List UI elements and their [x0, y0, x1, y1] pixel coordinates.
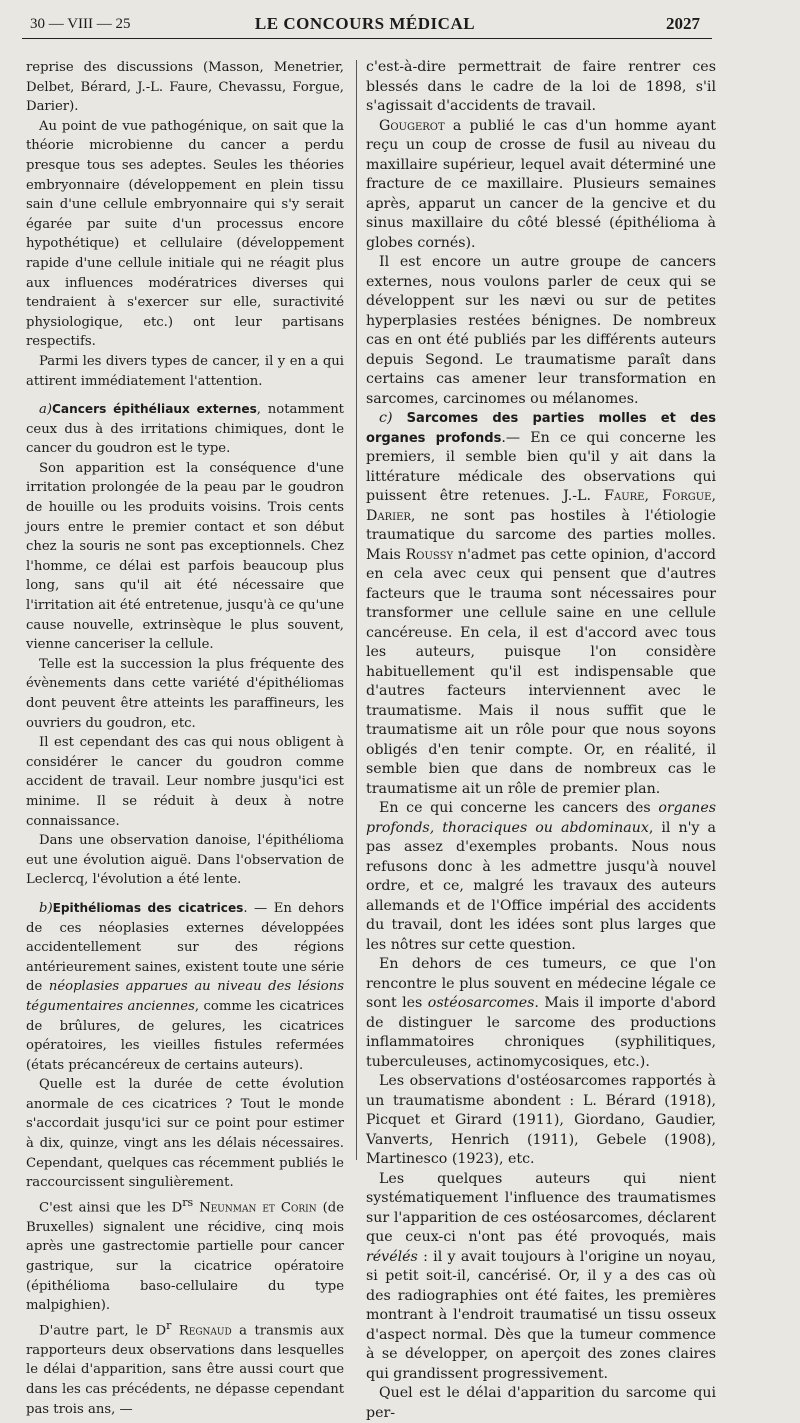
paragraph: Telle est la succession la plus fréquente des évènements dans cette variété d'épithéliomas dont peuvent être atteints les paraffineurs, les ouvriers du goudron, etc. [26, 656, 344, 731]
paragraph: Les observations d'ostéosarcomes rapportés à un traumatisme abondent : L. Bérard (1918), Picquet et Girard (1911), Giordano, Gaudier, Vanverts, Henrich (1911), Gebele (1908), Martinesco (1923), etc. [366, 1073, 716, 1167]
right-column [366, 58, 716, 1423]
paragraph: D'autre part, le $D^r$ Regnaud a transmis aux rapporteurs deux observations dans lesquelles le délai d'apparition, sans être aussi court que dans les cas précédents, ne dépasse cependant pas trois ans, — [26, 1318, 344, 1417]
paragraph: Dans une observation danoise, l'épithélioma eut une évolution aiguë. Dans l'observation de Leclercq, l'évolution a été lente. [26, 833, 344, 888]
section-a: a)Cancers épithéliaux externes, notamment ceux dus à des irritations chimiques, dont le cancer du goudron est le type. [26, 402, 344, 457]
paragraph: Quel est le délai d'apparition du sarcome qui per- [366, 1385, 716, 1421]
issue-reference: 30 — VIII — 25 [30, 16, 131, 32]
paragraph: Il est encore un autre groupe de cancers externes, nous voulons parler de ceux qui se développent sur les nævi ou sur de petites hyperplasies restées bénignes. De nombreux cas en ont été publiés par les différents auteurs depuis Segond. Le traumatisme paraît dans certains cas amener leur transformation en sarcomes, carcinomes ou mélanomes. [366, 254, 716, 407]
page-header [30, 14, 700, 36]
paragraph: Gougerot a publié le cas d'un homme ayant reçu un coup de crosse de fusil au niveau du maxillaire supérieur, lequel avait déterminé une fracture de ce maxillaire. Plusieurs semaines après, apparut un cancer de la gencive et du sinus maxillaire du côté blessé (épithélioma à globes cornés). [366, 117, 716, 251]
header-rule [22, 38, 712, 39]
paragraph: Son apparition est la conséquence d'une irritation prolongée de la peau par le goudron de houille ou les produits voisins. Trois cents jours entre le premier contact et son début chez la souris ne sont pas exceptionnels. Chez l'homme, ce délai est parfois beaucoup plus long, sans qu'il ait été nécessaire que l'irritation ait été entretenue, jusqu'à ce qu'une cause nouvelle, extrinsèque le plus souvent, vienne canceriser la cellule. [26, 460, 344, 653]
section-heading: Sarcomes des parties molles et des organes profonds [366, 411, 716, 446]
paragraph: Il est cependant des cas qui nous obligent à considérer le cancer du goudron comme accident de travail. Leur nombre jusqu'ici est minime. Il se réduit à deux à notre connaissance. [26, 735, 344, 829]
paragraph: Au point de vue pathogénique, on sait que la théorie microbienne du cancer a perdu presque tous ses adeptes. Seules les théories embryonnaire (développement en plein tissu sain d'une cellule embryonnaire qui s'y serait égarée par suite d'un processus encore hypothétique) et cellulaire (développement rapide d'une cellule initiale qui ne réagit plus aux influences modératrices diverses qui tendraient à s'exercer sur elle, suractivité physiologique, etc.) ont leur partisans respectifs. [26, 118, 344, 350]
section-heading: Cancers épithéliaux externes [52, 402, 257, 417]
journal-title: LE CONCOURS MÉDICAL [254, 14, 476, 33]
paragraph: reprise des discussions (Masson, Menetrier, Delbet, Bérard, J.-L. Faure, Chevassu, Forgue, Darier). [26, 60, 344, 115]
left-column [26, 58, 344, 1419]
paragraph: Quelle est la durée de cette évolution anormale de ces cicatrices ? Tout le monde s'accordait jusqu'ici sur ce point pour estimer à dix, quinze, vingt ans les délais nécessaires. Cependant, quelques cas récemment publiés le raccourcissent singulièrement. [26, 1077, 344, 1191]
section-c: c) Sarcomes des parties molles et des organes profonds.— En ce qui concerne les premiers, il semble bien qu'il y ait dans la littérature médicale des observations qui puissent être retenues. J.-L. Faure, Forgue, Darier, ne sont pas hostiles à l'étiologie traumatique du sarcome des parties molles. Mais Roussy n'admet pas cette opinion, d'accord en cela avec ceux qui pensent que d'autres facteurs que le trauma sont nécessaires pour transformer une cellule saine en une cellule cancéreuse. En cela, il est d'accord avec tous les auteurs, puisque l'on considère habituellement qu'il est indispensable que d'autres facteurs interviennent avec le traumatisme. Mais il nous suffit que le traumatisme ait un rôle pour que nous soyons obligés d'en tenir compte. Or, en réalité, il semble bien que dans de nombreux cas le traumatisme ait un rôle de premier plan. [366, 410, 716, 797]
paragraph: Parmi les divers types de cancer, il y en a qui attirent immédiatement l'attention. [26, 353, 344, 389]
column-divider [356, 60, 357, 1160]
paragraph: En dehors de ces tumeurs, ce que l'on rencontre le plus souvent en médecine légale ce sont les ostéosarcomes. Mais il importe d'abord de distinguer le sarcome des productions inflammatoires chroniques (syphilitiques, tuberculeuses, actinomycosiques, etc.). [366, 956, 716, 1070]
page-number: 2027 [666, 14, 700, 33]
paragraph: C'est ainsi que les $D^{rs}$ Neunman et Corin (de Bruxelles) signalent une récidive, cinq mois après une gastrectomie partielle pour cancer gastrique, sur la cicatrice opératoire (épithélioma baso-cellulaire du type malpighien). [26, 1195, 345, 1314]
paragraph: c'est-à-dire permettrait de faire rentrer ces blessés dans le cadre de la loi de 1898, s'il s'agissait d'accidents de travail. [366, 59, 716, 114]
paragraph: En ce qui concerne les cancers des organes profonds, thoraciques ou abdominaux, il n'y a pas assez d'exemples probants. Nous nous refusons donc à les admettre jusqu'à nouvel ordre, et ce, malgré les travaux des auteurs allemands et de l'Office impérial des accidents du travail, dont les idées sont plus larges que les nôtres sur cette question. [366, 800, 716, 953]
paragraph: Les quelques auteurs qui nient systématiquement l'influence des traumatismes sur l'apparition de ces ostéosarcomes, déclarent que ceux-ci n'ont pas été provoqués, mais révélés : il y avait toujours à l'origine un noyau, si petit soit-il, cancérisé. Or, il y a des cas où des radiographies ont été faites, les premières montrant à l'endroit traumatisé un tissu osseux d'aspect normal. Dès que la tumeur commence à se développer, on aperçoit des zones claires qui grandissent progressivement. [366, 1170, 716, 1382]
section-heading: Epithéliomas des cicatrices [52, 900, 244, 915]
section-b: b)Epithéliomas des cicatrices. — En dehors de ces néoplasies externes développées accidentellement sur des régions antérieurement saines, existent toute une série de néoplasies apparues au niveau des lésions tégumentaires anciennes, comme les cicatrices de brûlures, de gelures, les cicatrices opératoires, les vieilles fistules refermées (états précancéreux de certains auteurs). [26, 900, 345, 1073]
